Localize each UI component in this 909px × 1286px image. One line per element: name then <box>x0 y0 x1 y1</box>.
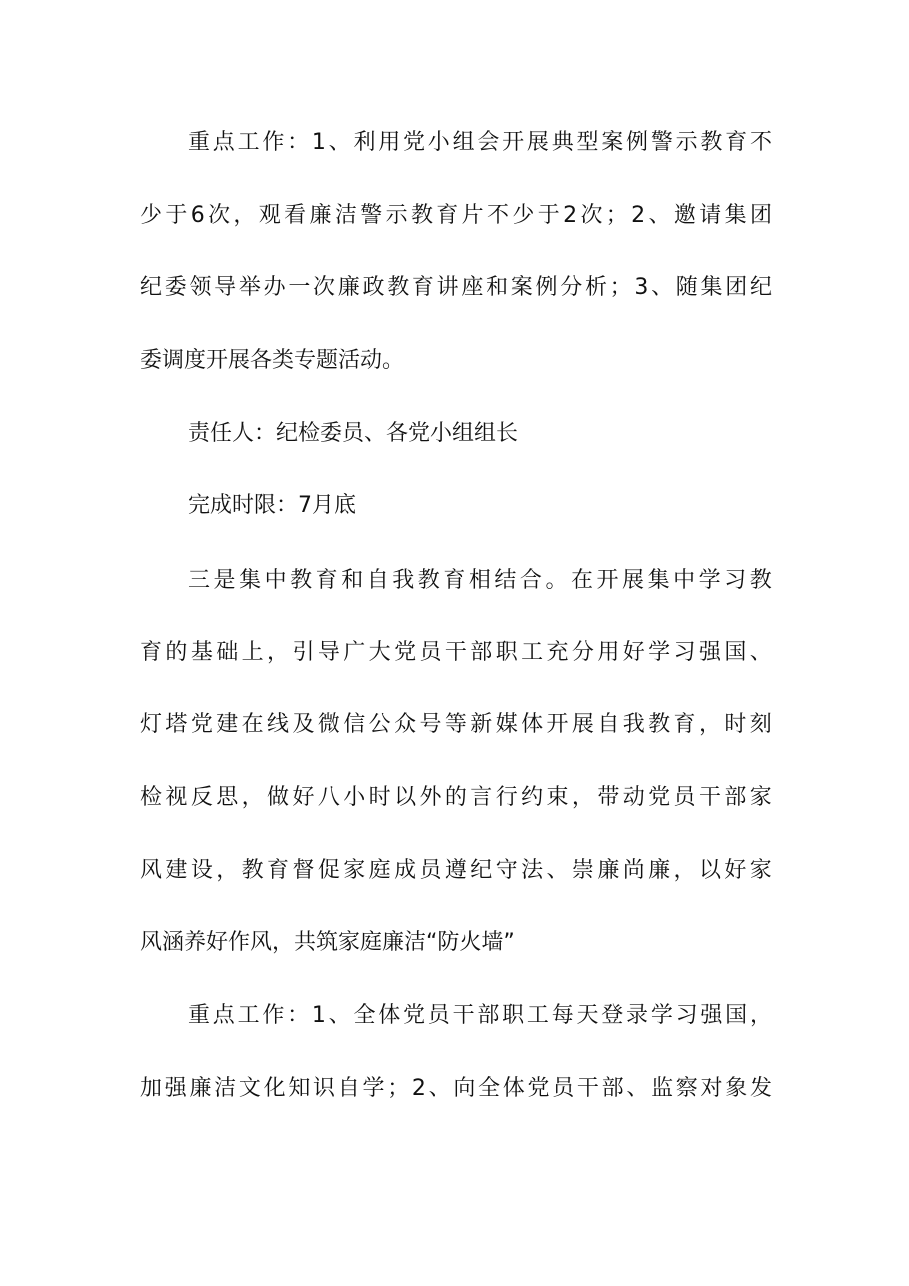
text-char: 学 <box>650 1003 673 1028</box>
text-char: 党 <box>190 712 213 737</box>
text-char: 3 <box>634 275 649 300</box>
text-char: 加 <box>140 1076 163 1101</box>
text-char: 2 <box>631 203 646 228</box>
text-char: 团 <box>749 203 772 228</box>
text-char: 重 <box>188 1003 211 1028</box>
text-char: 党 <box>648 785 671 810</box>
paragraph-line <box>188 128 772 158</box>
text-char: 开 <box>596 568 619 593</box>
text-char: 中 <box>264 568 287 593</box>
text-char: 工 <box>237 1003 260 1028</box>
text-char: 公 <box>368 712 391 737</box>
text-char: 化 <box>263 1076 286 1101</box>
text-char: 集 <box>700 275 723 300</box>
text-char: 基 <box>190 640 213 665</box>
text-char: 体 <box>502 1076 525 1101</box>
text-char: 的 <box>444 785 467 810</box>
text-char: 录 <box>626 1003 649 1028</box>
text-char: 少 <box>512 203 535 228</box>
text-char: 一 <box>288 275 311 300</box>
text-char: 行 <box>495 785 518 810</box>
text-char: 。 <box>545 568 568 593</box>
text-char: 工 <box>526 1003 549 1028</box>
text-char: 全 <box>353 1003 376 1028</box>
text-char: 庭 <box>368 858 391 883</box>
text-char: 育 <box>140 640 163 665</box>
text-char: 及 <box>292 712 315 737</box>
text-char: 看 <box>284 203 307 228</box>
text-char: 学 <box>648 640 671 665</box>
paragraph-line <box>140 273 772 303</box>
text-char: 强 <box>700 1003 723 1028</box>
text-char: 向 <box>453 1076 476 1101</box>
text-char: 育 <box>411 275 434 300</box>
deadline-line: 完成时限：7月底 <box>188 493 356 518</box>
text-char: 次 <box>580 203 603 228</box>
text-char: 不 <box>487 203 510 228</box>
text-char: 导 <box>317 640 340 665</box>
text-char: 集 <box>647 568 670 593</box>
text-char: 察 <box>675 1076 698 1101</box>
text-char: 工 <box>521 640 544 665</box>
text-char: 员 <box>552 1076 575 1101</box>
text-char: 监 <box>651 1076 674 1101</box>
text-char: 微 <box>317 712 340 737</box>
text-char: 家 <box>749 858 772 883</box>
text-char: 法 <box>521 858 544 883</box>
text-char: 育 <box>725 130 748 155</box>
text-char: 领 <box>189 275 212 300</box>
text-char: 1 <box>311 1003 326 1028</box>
text-char: 国 <box>724 640 747 665</box>
text-char: 自 <box>366 568 389 593</box>
text-char: 利 <box>353 130 376 155</box>
text-char: 集 <box>724 203 747 228</box>
text-char: 建 <box>165 858 188 883</box>
text-char: ： <box>287 130 310 155</box>
text-char: 文 <box>238 1076 261 1101</box>
text-char: 开 <box>546 712 569 737</box>
text-char: 自 <box>337 1076 360 1101</box>
text-char: 办 <box>263 275 286 300</box>
text-char: 作 <box>262 1003 285 1028</box>
text-char: 习 <box>724 568 747 593</box>
text-char: 每 <box>551 1003 574 1028</box>
text-char: 员 <box>673 785 696 810</box>
text-char: 典 <box>551 130 574 155</box>
text-char: 重 <box>188 130 211 155</box>
paragraph-line <box>140 783 772 813</box>
text-char: 例 <box>626 130 649 155</box>
text-char: 学 <box>362 1076 385 1101</box>
text-char: 警 <box>360 203 383 228</box>
text-char: 自 <box>597 712 620 737</box>
text-char: 教 <box>410 203 433 228</box>
text-char: 在 <box>570 568 593 593</box>
text-char: 教 <box>241 858 264 883</box>
text-char: 引 <box>292 640 315 665</box>
text-char: ； <box>605 203 628 228</box>
text-char: 观 <box>258 203 281 228</box>
text-char: 上 <box>241 640 264 665</box>
paragraph-line: 风涵养好作风，共筑家庭廉洁“防火墙” <box>140 930 515 955</box>
text-char: ， <box>267 640 290 665</box>
text-char: 请 <box>699 203 722 228</box>
text-char: 组 <box>452 130 475 155</box>
text-char: 集 <box>239 568 262 593</box>
text-char: 的 <box>165 640 188 665</box>
text-char: 部 <box>470 640 493 665</box>
text-char: 言 <box>470 785 493 810</box>
text-char: 时 <box>368 785 391 810</box>
paragraph-line <box>140 856 772 886</box>
text-char: 体 <box>521 712 544 737</box>
text-char: ； <box>387 1076 410 1101</box>
text-char: 发 <box>749 1076 772 1101</box>
text-char: 职 <box>495 640 518 665</box>
text-char: 示 <box>385 203 408 228</box>
text-char: 时 <box>724 712 747 737</box>
text-char: 体 <box>378 1003 401 1028</box>
text-char: 和 <box>341 568 364 593</box>
text-char: 导 <box>214 275 237 300</box>
text-char: 型 <box>576 130 599 155</box>
text-char: 党 <box>394 640 417 665</box>
responsible-person-line: 责任人：纪检委员、各党小组组长 <box>188 421 519 446</box>
text-char: ： <box>287 1003 310 1028</box>
paragraph-line <box>140 638 772 668</box>
text-char: 随 <box>675 275 698 300</box>
text-char: ， <box>698 712 721 737</box>
text-char: 督 <box>292 858 315 883</box>
text-char: 片 <box>461 203 484 228</box>
text-char: 干 <box>452 1003 475 1028</box>
text-char: 员 <box>419 640 442 665</box>
text-char: 育 <box>315 568 338 593</box>
text-char: ； <box>609 275 632 300</box>
text-char: 6 <box>190 203 205 228</box>
text-char: 分 <box>560 275 583 300</box>
text-char: 众 <box>394 712 417 737</box>
text-char: 设 <box>190 858 213 883</box>
text-char: 于 <box>165 203 188 228</box>
text-char: 干 <box>576 1076 599 1101</box>
text-char: 好 <box>292 785 315 810</box>
text-char: ， <box>216 858 239 883</box>
text-char: ， <box>571 785 594 810</box>
text-char: 我 <box>392 568 415 593</box>
text-char: 家 <box>749 785 772 810</box>
text-char: 、 <box>328 130 351 155</box>
paragraph-line <box>140 1074 772 1104</box>
text-char: 检 <box>140 785 163 810</box>
text-char: 点 <box>212 1003 235 1028</box>
text-char: 作 <box>262 130 285 155</box>
text-char: 洁 <box>334 203 357 228</box>
text-char: 示 <box>675 130 698 155</box>
text-char: 员 <box>427 1003 450 1028</box>
text-char: 媒 <box>495 712 518 737</box>
text-char: 讲 <box>436 275 459 300</box>
text-char: 案 <box>510 275 533 300</box>
text-char: 教 <box>749 568 772 593</box>
text-char: 带 <box>597 785 620 810</box>
text-char: 析 <box>584 275 607 300</box>
text-char: 促 <box>317 858 340 883</box>
text-char: 等 <box>444 712 467 737</box>
text-char: 约 <box>521 785 544 810</box>
text-char: 次 <box>208 203 231 228</box>
text-char: 团 <box>725 275 748 300</box>
text-char: 强 <box>164 1076 187 1101</box>
text-char: 2 <box>563 203 578 228</box>
text-char: 、 <box>428 1076 451 1101</box>
text-char: 础 <box>216 640 239 665</box>
text-char: 开 <box>502 130 525 155</box>
paragraph-line <box>140 710 772 740</box>
text-char: 尚 <box>622 858 645 883</box>
text-char: 干 <box>698 785 721 810</box>
text-char: 于 <box>537 203 560 228</box>
text-char: 、 <box>626 1076 649 1101</box>
text-char: 象 <box>725 1076 748 1101</box>
text-char: 教 <box>290 568 313 593</box>
text-char: 纪 <box>140 275 163 300</box>
text-char: 以 <box>698 858 721 883</box>
text-char: 次 <box>313 275 336 300</box>
text-char: 充 <box>546 640 569 665</box>
text-char: 和 <box>486 275 509 300</box>
text-char: 识 <box>313 1076 336 1101</box>
text-char: 塔 <box>165 712 188 737</box>
text-char: 线 <box>267 712 290 737</box>
text-char: 信 <box>343 712 366 737</box>
text-char: 好 <box>622 640 645 665</box>
text-char: 教 <box>417 568 440 593</box>
text-char: 在 <box>241 712 264 737</box>
text-char: 用 <box>378 130 401 155</box>
text-char: 点 <box>212 130 235 155</box>
text-char: 登 <box>601 1003 624 1028</box>
text-char: 分 <box>571 640 594 665</box>
text-char: 号 <box>419 712 442 737</box>
text-char: 习 <box>675 1003 698 1028</box>
text-char: 国 <box>725 1003 748 1028</box>
text-char: 部 <box>724 785 747 810</box>
text-char: 做 <box>267 785 290 810</box>
text-char: 洁 <box>214 1076 237 1101</box>
text-char: 全 <box>478 1076 501 1101</box>
text-char: 遵 <box>444 858 467 883</box>
text-char: ， <box>673 858 696 883</box>
text-char: 天 <box>576 1003 599 1028</box>
text-char: 灯 <box>140 712 163 737</box>
text-char: 育 <box>673 712 696 737</box>
text-char: 大 <box>368 640 391 665</box>
text-char: ， <box>241 785 264 810</box>
text-char: 三 <box>188 568 211 593</box>
text-char: 守 <box>495 858 518 883</box>
text-char: 好 <box>724 858 747 883</box>
text-char: 、 <box>651 275 674 300</box>
text-char: 学 <box>698 568 721 593</box>
text-char: 小 <box>343 785 366 810</box>
text-char: 用 <box>597 640 620 665</box>
text-char: 邀 <box>673 203 696 228</box>
text-char: 束 <box>546 785 569 810</box>
text-char: 是 <box>213 568 236 593</box>
text-char: 新 <box>470 712 493 737</box>
text-char: 风 <box>140 858 163 883</box>
paragraph-line <box>188 1001 772 1031</box>
text-char: 部 <box>477 1003 500 1028</box>
text-char: 党 <box>403 130 426 155</box>
text-char: 1 <box>311 130 326 155</box>
text-char: 部 <box>601 1076 624 1101</box>
text-char: 委 <box>164 275 187 300</box>
text-char: 动 <box>622 785 645 810</box>
text-char: 例 <box>535 275 558 300</box>
text-char: 展 <box>571 712 594 737</box>
text-char: 建 <box>216 712 239 737</box>
text-char: 党 <box>527 1076 550 1101</box>
text-char: 刻 <box>749 712 772 737</box>
text-char: 2 <box>411 1076 426 1101</box>
text-char: 结 <box>494 568 517 593</box>
text-char: 反 <box>190 785 213 810</box>
text-char: 少 <box>140 203 163 228</box>
text-char: 干 <box>444 640 467 665</box>
text-char: 崇 <box>571 858 594 883</box>
text-char: 视 <box>165 785 188 810</box>
text-char: 教 <box>387 275 410 300</box>
text-char: 、 <box>648 203 671 228</box>
paragraph-line <box>140 201 772 231</box>
text-char: 职 <box>502 1003 525 1028</box>
text-char: 合 <box>519 568 542 593</box>
text-char: 座 <box>461 275 484 300</box>
text-char: 展 <box>622 568 645 593</box>
text-char: 成 <box>394 858 417 883</box>
text-char: ， <box>749 1003 772 1028</box>
text-char: 纪 <box>749 275 772 300</box>
text-char: 纪 <box>470 858 493 883</box>
text-char: 不 <box>749 130 772 155</box>
text-char: 党 <box>403 1003 426 1028</box>
text-char: ， <box>233 203 256 228</box>
text-char: 相 <box>468 568 491 593</box>
text-char: 育 <box>267 858 290 883</box>
text-char: 知 <box>288 1076 311 1101</box>
text-char: 家 <box>343 858 366 883</box>
text-char: 警 <box>650 130 673 155</box>
text-char: 八 <box>317 785 340 810</box>
text-char: 对 <box>700 1076 723 1101</box>
text-char: 员 <box>419 858 442 883</box>
text-char: 育 <box>436 203 459 228</box>
text-char: 、 <box>546 858 569 883</box>
text-char: 我 <box>622 712 645 737</box>
text-char: 小 <box>427 130 450 155</box>
text-char: 外 <box>419 785 442 810</box>
text-char: 、 <box>749 640 772 665</box>
text-char: 思 <box>216 785 239 810</box>
text-char: 工 <box>237 130 260 155</box>
text-char: 习 <box>673 640 696 665</box>
text-char: 教 <box>700 130 723 155</box>
text-char: 育 <box>443 568 466 593</box>
text-char: 廉 <box>597 858 620 883</box>
text-char: 强 <box>698 640 721 665</box>
text-char: 、 <box>328 1003 351 1028</box>
text-char: 以 <box>394 785 417 810</box>
text-char: 展 <box>526 130 549 155</box>
text-char: 教 <box>648 712 671 737</box>
text-char: 政 <box>362 275 385 300</box>
text-char: 广 <box>343 640 366 665</box>
text-char: 廉 <box>189 1076 212 1101</box>
text-char: 中 <box>673 568 696 593</box>
text-char: 会 <box>477 130 500 155</box>
text-char: 廉 <box>648 858 671 883</box>
text-char: 案 <box>601 130 624 155</box>
text-char: 廉 <box>337 275 360 300</box>
text-char: 举 <box>238 275 261 300</box>
paragraph-line <box>188 566 772 596</box>
paragraph-line: 委调度开展各类专题活动。 <box>140 348 405 373</box>
text-char: 廉 <box>309 203 332 228</box>
